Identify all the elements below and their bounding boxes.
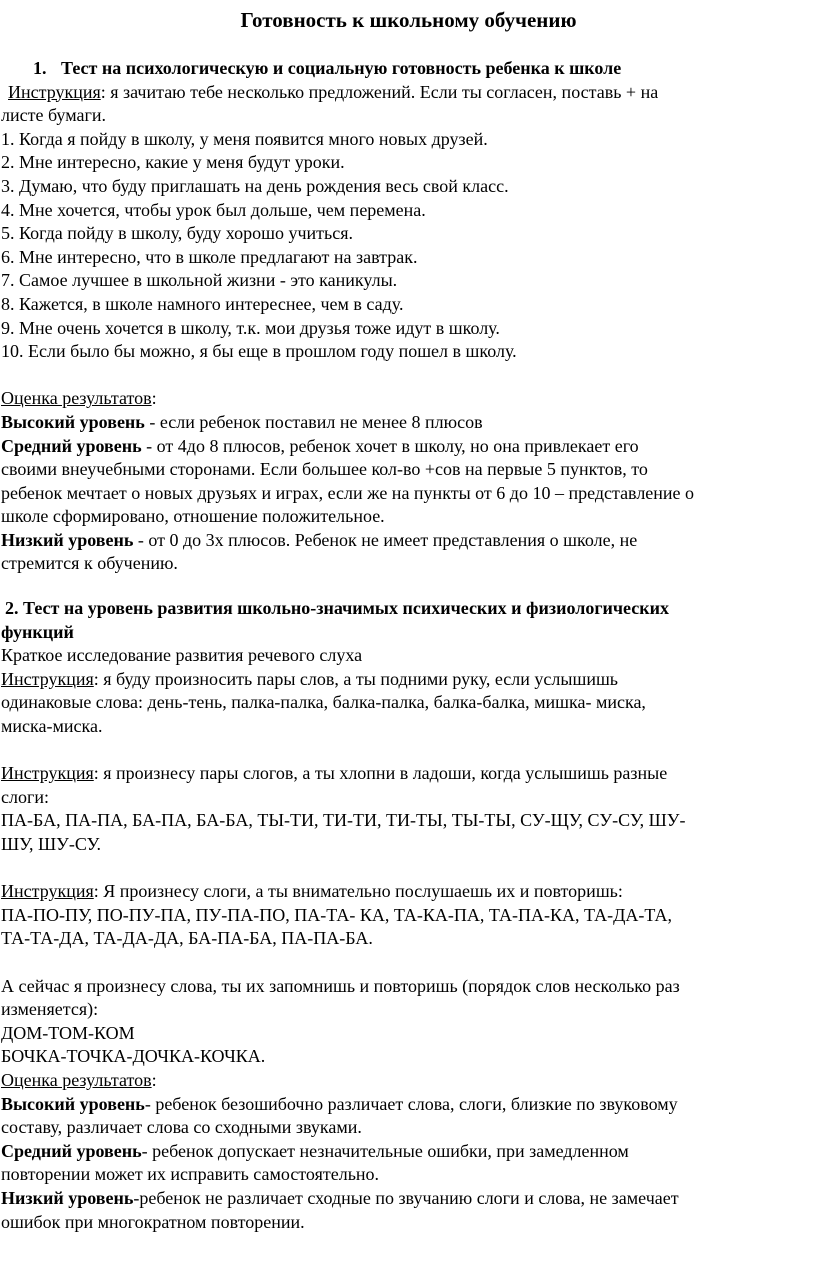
section1-heading-text: Тест на психологическую и социальную готовность ребенка к школе (61, 58, 622, 78)
words-text: А сейчас я произнесу слова, ты их запомнишь и повторишь (порядок слов несколько раз (1, 975, 680, 996)
level-high (1, 1093, 816, 1117)
level-high (1, 411, 816, 435)
instruction-text: листе бумаги. (1, 105, 106, 126)
question-list (1, 128, 816, 364)
level-label: Высокий уровень (1, 411, 145, 432)
instruction-2 (1, 762, 816, 786)
words-text: БОЧКА-ТОЧКА-ДОЧКА-КОЧКА. (1, 1046, 266, 1067)
instruction-text: : я зачитаю тебе несколько предложений. Если ты согласен, поставь + на (100, 81, 659, 102)
instruction-text: : Я произнесу слоги, а ты внимательно послушаешь их и повторишь: (93, 881, 623, 902)
level-text: своими внеучебными сторонами. Если большее кол-во +сов на первые 5 пунктов, то (1, 459, 648, 480)
level-text: ребенок мечтает о новых друзьях и играх, если же на пункты от 6 до 10 – представление о (1, 482, 695, 503)
section2-heading-text: . Тест на уровень развития школьно-значимых психических и физиологических (14, 598, 669, 619)
section2-number: 2 (5, 598, 14, 619)
list-item: 8. Кажется, в школе намного интереснее, чем в саду. (1, 293, 404, 314)
results-heading (1, 387, 816, 411)
section1-instruction (1, 81, 816, 105)
level-text: - от 4до 8 плюсов, ребенок хочет в школу, но она привлекает его (141, 435, 639, 456)
section1-number: 1. (33, 58, 47, 78)
section1-heading (1, 57, 816, 81)
instruction-label: Инструкция (1, 881, 94, 902)
list-item: 1. Когда я пойду в школу, у меня появится много новых друзей. (1, 128, 488, 149)
instruction-text: ПА-БА, ПА-ПА, БА-ПА, БА-БА, ТЫ-ТИ, ТИ-ТИ, ТИ-ТЫ, ТЫ-ТЫ, СУ-ЩУ, СУ-СУ, ШУ- (1, 810, 686, 831)
level-label: Средний уровень (1, 1140, 142, 1161)
level-text: стремится к обучению. (1, 553, 178, 574)
level-low (1, 529, 816, 553)
level-text: - если ребенок поставил не менее 8 плюсов (144, 411, 483, 432)
list-item: 4. Мне хочется, чтобы урок был дольше, чем перемена. (1, 199, 426, 220)
instruction-3 (1, 880, 816, 904)
instruction-label: Инструкция (8, 81, 101, 102)
section2-heading-text: функций (1, 621, 74, 642)
instruction-text: : я произнесу пары слогов, а ты хлопни в ладоши, когда услышишь разные (93, 763, 668, 784)
list-item: 5. Когда пойду в школу, буду хорошо учиться. (1, 223, 354, 244)
level-label: Низкий уровень (1, 1187, 134, 1208)
list-item: 6. Мне интересно, что в школе предлагают на завтрак. (1, 246, 418, 267)
level-label: Высокий уровень (1, 1093, 145, 1114)
level-text: составу, различает слова со сходными звуками. (1, 1117, 362, 1138)
words-text: ДОМ-ТОМ-КОМ (1, 1022, 135, 1043)
instruction-1 (1, 668, 816, 692)
results-colon: : (151, 388, 157, 409)
instruction-text: миска-миска. (1, 716, 103, 737)
level-text: - ребенок безошибочно различает слова, слоги, близкие по звуковому (144, 1093, 678, 1114)
level-low (1, 1187, 816, 1211)
list-item: 3. Думаю, что буду приглашать на день рождения весь свой класс. (1, 175, 509, 196)
section2-subheading: Краткое исследование развития речевого слуха (1, 645, 363, 666)
document-title: Готовность к школьному обучению (240, 8, 577, 32)
instruction-label: Инструкция (1, 763, 94, 784)
instruction-text: одинаковые слова: день-тень, палка-палка, балка-палка, балка-балка, мишка- миска, (1, 692, 646, 713)
level-mid (1, 435, 816, 459)
list-item: 9. Мне очень хочется в школу, т.к. мои друзья тоже идут в школу. (1, 317, 500, 338)
results-heading (1, 1069, 816, 1093)
level-text: школе сформировано, отношение положительное. (1, 506, 385, 527)
words-text: изменяется): (1, 999, 99, 1020)
instruction-text: : я буду произносить пары слов, а ты подними руку, если услышишь (93, 668, 619, 689)
instruction-text: ПА-ПО-ПУ, ПО-ПУ-ПА, ПУ-ПА-ПО, ПА-ТА- КА, ТА-КА-ПА, ТА-ПА-КА, ТА-ДА-ТА, (1, 904, 672, 925)
level-text: -ребенок не различает сходные по звучанию слоги и слова, не замечает (133, 1187, 679, 1208)
results-label: Оценка результатов (1, 388, 152, 409)
results-label: Оценка результатов (1, 1069, 152, 1090)
level-text: ошибок при многократном повторении. (1, 1211, 305, 1232)
instruction-text: ШУ, ШУ-СУ. (1, 834, 101, 854)
instruction-text: слоги: (1, 786, 49, 807)
instruction-text: ТА-ТА-ДА, ТА-ДА-ДА, БА-ПА-БА, ПА-ПА-БА. (1, 928, 373, 949)
section2-heading (1, 597, 816, 621)
level-label: Низкий уровень (1, 529, 134, 550)
level-text: - ребенок допускает незначительные ошибки, при замедленном (141, 1140, 629, 1161)
level-text: повторении может их исправить самостоятельно. (1, 1164, 380, 1185)
list-item: 2. Мне интересно, какие у меня будут уроки. (1, 152, 345, 173)
results-colon: : (151, 1069, 157, 1090)
level-text: - от 0 до 3х плюсов. Ребенок не имеет представления о школе, не (133, 529, 638, 550)
list-item: 7. Самое лучшее в школьной жизни - это каникулы. (1, 270, 398, 291)
level-label: Средний уровень (1, 435, 142, 456)
level-mid (1, 1140, 816, 1164)
list-item: 10. Если было бы можно, я бы еще в прошлом году пошел в школу. (1, 341, 517, 362)
instruction-label: Инструкция (1, 668, 94, 689)
